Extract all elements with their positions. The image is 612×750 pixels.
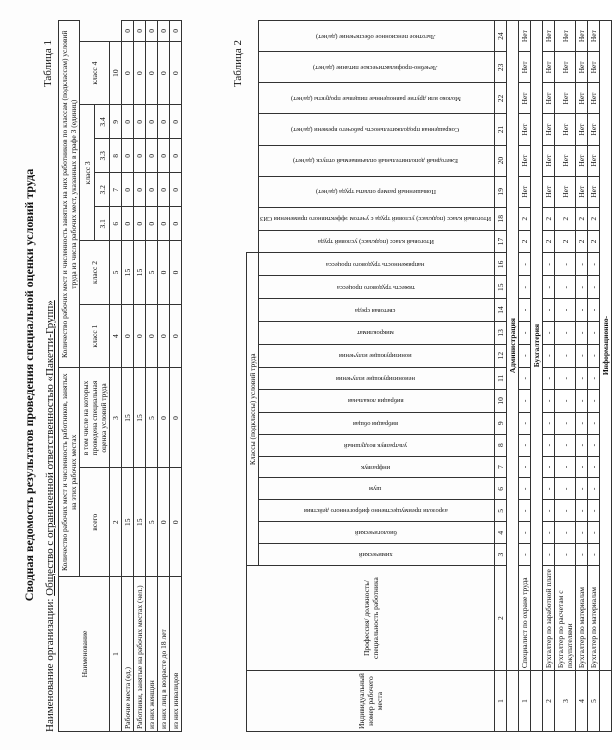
t1-cell: 0 — [134, 304, 146, 368]
t2-cell: Нет — [576, 21, 588, 52]
t2-cell: - — [588, 389, 600, 412]
t2-cell: Нет — [588, 52, 600, 83]
t1-cell: 0 — [122, 105, 134, 139]
t2-column-header-text: Сокращенная продолжительность рабочего времени (да/нет) — [291, 126, 460, 134]
organization-line — [44, 300, 56, 732]
t1-cell: 0 — [170, 41, 182, 105]
t2-column-header-text: Ежегодный дополнительный оплачиваемый отпуск (да/нет) — [293, 157, 459, 165]
t2-column-header — [259, 389, 495, 412]
t2-cell: - — [576, 389, 588, 412]
t1-cell: 15 — [122, 241, 134, 305]
t2-cell: - — [576, 344, 588, 367]
t2-cell: - — [543, 500, 555, 522]
table2-number: Таблица 2 — [232, 40, 244, 88]
t2-cell: - — [588, 344, 600, 367]
t2-column-number: 4 — [495, 522, 507, 544]
t2-cell: - — [588, 253, 600, 276]
t1-cell: 0 — [122, 304, 134, 368]
t1-cell: 0 — [122, 173, 134, 207]
t1-cell: 0 — [134, 139, 146, 173]
t1-cell: 0 — [158, 139, 170, 173]
t2-cell: - — [519, 456, 531, 478]
t1-header-3-4: 3.4 — [95, 105, 110, 139]
t2-cell: Нет — [576, 114, 588, 145]
t2-column-header-text: химический — [358, 551, 393, 559]
t2-row — [519, 21, 531, 732]
t1-cell: 0 — [146, 105, 158, 139]
t2-row — [576, 21, 588, 732]
t2-cell: Нет — [519, 21, 531, 52]
t1-cell: 0 — [134, 21, 146, 42]
t2-cell: 2 — [555, 207, 576, 230]
t2-cell: - — [588, 276, 600, 299]
t2-cell: 2 — [519, 230, 531, 253]
t2-cell: Нет — [576, 176, 588, 207]
t2-column-header-text: микроклимат — [357, 329, 394, 337]
summary-table-1 — [58, 20, 182, 732]
t2-row-profession: Бухгалтер по материалам — [576, 566, 588, 671]
t1-column-number: 10 — [110, 41, 122, 105]
t1-cell: 0 — [134, 207, 146, 241]
t2-cell: - — [555, 276, 576, 299]
t2-cell: Нет — [588, 145, 600, 176]
t2-cell: - — [543, 253, 555, 276]
t1-column-number: 2 — [110, 468, 122, 577]
t1-header-name: Наименование — [59, 577, 110, 732]
t2-cell: - — [576, 544, 588, 566]
t2-row — [555, 21, 576, 732]
t1-column-number: 4 — [110, 304, 122, 368]
t2-cell: - — [519, 389, 531, 412]
t2-cell: - — [519, 434, 531, 456]
t2-cell: Нет — [576, 145, 588, 176]
t1-row — [158, 21, 170, 732]
t2-column-header — [259, 253, 495, 276]
t2-cell: - — [543, 321, 555, 344]
t2-cell: - — [576, 456, 588, 478]
t2-cell: - — [576, 478, 588, 500]
t2-row-id: 4 — [576, 671, 588, 732]
t1-row-name: из них инвалидов — [170, 577, 182, 732]
t2-section-row — [600, 21, 612, 732]
org-label: Наименование организации: — [44, 598, 56, 732]
t2-cell: Нет — [576, 83, 588, 114]
t2-cell: - — [576, 276, 588, 299]
t2-section-blank — [600, 671, 612, 732]
t1-cell: 0 — [146, 139, 158, 173]
t2-cell: - — [576, 500, 588, 522]
t2-cell: Нет — [576, 52, 588, 83]
t2-cell: Нет — [555, 21, 576, 52]
t1-cell: 0 — [170, 368, 182, 468]
t2-section-row — [507, 21, 519, 732]
t1-cell: 0 — [170, 241, 182, 305]
t1-cell: 0 — [146, 207, 158, 241]
t2-cell: Нет — [555, 52, 576, 83]
t2-cell: - — [519, 276, 531, 299]
t1-row — [134, 21, 146, 732]
t2-column-header — [259, 321, 495, 344]
t2-cell: - — [588, 478, 600, 500]
t2-cell: Нет — [543, 114, 555, 145]
t2-column-header-text: тяжесть трудового процесса — [336, 283, 415, 291]
t2-cell: Нет — [543, 52, 555, 83]
t2-column-header-text: Лечебно-профилактическое питание (да/нет) — [313, 63, 438, 71]
t1-cell: 0 — [146, 41, 158, 105]
t2-cell: - — [543, 544, 555, 566]
t2-cell: 2 — [543, 230, 555, 253]
t1-cell: 0 — [170, 21, 182, 42]
t2-cell: - — [555, 344, 576, 367]
t1-header-class3: класс 3 — [80, 105, 95, 241]
t1-cell: 0 — [170, 173, 182, 207]
t2-cell: - — [543, 456, 555, 478]
t2-column-header — [259, 299, 495, 322]
t2-cell: - — [519, 412, 531, 434]
t2-column-number: 21 — [495, 114, 507, 145]
t2-column-header-text: напряженность трудового процесса — [326, 260, 425, 268]
t2-cell: - — [576, 412, 588, 434]
t2-cell: - — [588, 522, 600, 544]
t2-column-number: 12 — [495, 344, 507, 367]
document-title: Сводная ведомость результатов проведения специальной оценки условий труда — [22, 168, 36, 602]
t2-column-number: 8 — [495, 434, 507, 456]
t1-header-total: всего — [80, 468, 110, 577]
t1-cell: 0 — [134, 173, 146, 207]
t1-row — [170, 21, 182, 732]
t1-cell: 15 — [134, 368, 146, 468]
t2-column-header — [259, 176, 495, 207]
t2-cell: - — [588, 321, 600, 344]
t1-header-class2: класс 2 — [80, 241, 110, 305]
t1-cell: 15 — [134, 241, 146, 305]
t1-cell: 15 — [122, 468, 134, 577]
t2-cell: 2 — [519, 207, 531, 230]
t2-cell: - — [519, 500, 531, 522]
t2-row-profession: Бухгалтер по расчетам с покупателями — [555, 566, 576, 671]
t2-column-number: 11 — [495, 367, 507, 389]
t1-column-numbers — [110, 21, 122, 732]
t2-column-header-text: Молоко или другие равноценные пищевые продукты (да/нет) — [290, 94, 461, 102]
t1-header-3-3: 3.3 — [95, 139, 110, 173]
t2-cell: - — [555, 412, 576, 434]
t2-cell: - — [588, 500, 600, 522]
t2-cell: - — [555, 478, 576, 500]
t2-cell: 2 — [543, 207, 555, 230]
t2-cell: - — [555, 522, 576, 544]
t2-cell: - — [543, 276, 555, 299]
t2-cell: - — [543, 412, 555, 434]
t2-column-header-text: Итоговый класс (подкласс) условий труда с учетом эффективного применения СИЗ — [260, 215, 492, 223]
t1-cell: 0 — [122, 41, 134, 105]
t2-cell: Нет — [543, 21, 555, 52]
t2-column-number: 10 — [495, 389, 507, 412]
t1-column-number: 6 — [110, 207, 122, 241]
t2-row-id: 2 — [543, 671, 555, 732]
t2-row — [543, 21, 555, 732]
t2-cell: - — [543, 478, 555, 500]
t1-cell: 0 — [122, 207, 134, 241]
t2-column-header-text: Льготное пенсионное обеспечение (да/нет) — [315, 32, 436, 40]
t2-cell: - — [555, 367, 576, 389]
t2-row-id: 3 — [555, 671, 576, 732]
t1-cell: 5 — [146, 241, 158, 305]
t2-cell: - — [543, 299, 555, 322]
t2-column-header-text: аэрозоли преимущественно фиброгенного действия — [303, 507, 448, 515]
t2-cell: Нет — [555, 145, 576, 176]
t2-column-number: 20 — [495, 145, 507, 176]
t2-cell: - — [588, 434, 600, 456]
t1-cell: 0 — [146, 21, 158, 42]
t2-cell: - — [519, 321, 531, 344]
t2-column-header — [259, 522, 495, 544]
t2-column-header-text: инфразвук — [360, 463, 391, 471]
t2-column-header-text: световая среда — [355, 306, 396, 314]
t2-column-header — [259, 21, 495, 52]
t2-column-header — [259, 500, 495, 522]
t1-cell: 0 — [122, 139, 134, 173]
t2-cell: - — [555, 456, 576, 478]
t2-section-label: Бухгалтерия — [531, 21, 543, 671]
t2-cell: - — [588, 367, 600, 389]
t2-row-id: 1 — [519, 671, 531, 732]
t2-cell: - — [576, 253, 588, 276]
t1-row-name: из них женщин — [146, 577, 158, 732]
t2-cell: - — [576, 434, 588, 456]
t1-cell: 0 — [134, 41, 146, 105]
t1-cell: 0 — [170, 139, 182, 173]
table1-number: Таблица 1 — [42, 40, 54, 88]
t1-column-number: 8 — [110, 139, 122, 173]
t1-cell: 0 — [146, 173, 158, 207]
t1-header-3-1: 3.1 — [95, 207, 110, 241]
t2-column-header — [259, 344, 495, 367]
t2-cell: - — [519, 522, 531, 544]
t2-cell: Нет — [555, 176, 576, 207]
t2-column-number: 14 — [495, 299, 507, 322]
t1-cell: 0 — [134, 105, 146, 139]
t2-cell: - — [519, 367, 531, 389]
t2-section-label: Информационно- — [600, 21, 612, 671]
t2-cell: - — [555, 299, 576, 322]
t1-cell: 0 — [158, 173, 170, 207]
t2-section-label: Администрация — [507, 21, 519, 671]
t2-column-header-text: биологический — [354, 529, 397, 537]
t1-column-number: 9 — [110, 105, 122, 139]
t2-cell: - — [588, 456, 600, 478]
t2-row — [588, 21, 600, 732]
t2-cell: - — [576, 367, 588, 389]
t2-cell: Нет — [555, 83, 576, 114]
t2-cell: Нет — [543, 145, 555, 176]
t1-row — [122, 21, 134, 732]
t2-cell: 2 — [576, 207, 588, 230]
t2-row-profession: Бухгалтер по заработной плате — [543, 566, 555, 671]
t2-row-profession: Бухгалтер по материалам — [588, 566, 600, 671]
t1-column-number: 3 — [110, 368, 122, 468]
summary-table-2 — [246, 20, 612, 732]
t2-section-row — [531, 21, 543, 732]
t2-row-id: 5 — [588, 671, 600, 732]
t2-cell: - — [576, 299, 588, 322]
t2-column-header-text: неионизирующие излучения — [336, 374, 416, 382]
t1-cell: 0 — [170, 105, 182, 139]
t2-column-header-text: вибрация общая — [353, 419, 399, 427]
t2-cell: 2 — [555, 230, 576, 253]
t2-column-header-text: вибрация локальная — [347, 397, 404, 405]
t2-column-header — [259, 544, 495, 566]
t2-cell: Нет — [519, 83, 531, 114]
t2-column-header — [259, 478, 495, 500]
t2-cell: Нет — [588, 176, 600, 207]
t2-column-header-text: Повышенный размер оплаты труда (да/нет) — [315, 188, 436, 196]
t1-row-name: Рабочие места (ед.) — [122, 577, 134, 732]
t2-cell: - — [555, 500, 576, 522]
t2-column-header — [259, 114, 495, 145]
t2-column-number: 7 — [495, 456, 507, 478]
org-name: Общество с ограниченной ответственностью «Пакетти-Групп» — [44, 300, 56, 596]
t1-column-number: 7 — [110, 173, 122, 207]
t1-cell: 0 — [170, 304, 182, 368]
t1-cell: 0 — [170, 207, 182, 241]
t1-header-classes: Количество рабочих мест и численность занятых на них работников по классам (подклассам) условий труда из числа рабочих мест, указанных в графе 3 (единиц) — [59, 21, 80, 368]
t2-column-header-text: ультразвук воздушный — [344, 441, 408, 449]
t2-cell: Нет — [543, 176, 555, 207]
t2-cell: - — [519, 478, 531, 500]
t2-cell: - — [555, 321, 576, 344]
t2-column-number: 6 — [495, 478, 507, 500]
t2-header-id: Индивидуальный номер рабочего места — [247, 671, 495, 732]
t2-cell: Нет — [588, 83, 600, 114]
t2-section-blank — [507, 671, 519, 732]
t1-cell: 5 — [146, 468, 158, 577]
t2-column-number: 23 — [495, 52, 507, 83]
t2-column-header-text: ионизирующие излучения — [339, 352, 412, 360]
t2-column-header — [259, 52, 495, 83]
t1-header-3-2: 3.2 — [95, 173, 110, 207]
t2-cell: - — [543, 522, 555, 544]
t1-cell: 0 — [158, 41, 170, 105]
t2-cell: Нет — [588, 114, 600, 145]
t1-cell: 15 — [134, 468, 146, 577]
t2-header-classes: Классы (подклассы) условий труда — [247, 253, 259, 566]
t2-column-header — [259, 145, 495, 176]
t2-column-number: 15 — [495, 276, 507, 299]
t1-cell: 0 — [158, 241, 170, 305]
t2-column-header-text: Итоговый класс (подкласс) условий труда — [317, 238, 434, 246]
t2-cell: 2 — [588, 207, 600, 230]
t2-column-number: 17 — [495, 230, 507, 253]
t2-column-numbers — [495, 21, 507, 732]
t2-column-number: 13 — [495, 321, 507, 344]
t2-cell: Нет — [519, 145, 531, 176]
t2-column-number: 3 — [495, 544, 507, 566]
t2-cell: - — [588, 544, 600, 566]
t1-row-name: из них лиц в возрасте до 18 лет — [158, 577, 170, 732]
t1-cell: 0 — [170, 468, 182, 577]
t2-cell: - — [555, 434, 576, 456]
t1-cell: 15 — [122, 368, 134, 468]
t2-cell: 2 — [576, 230, 588, 253]
t2-cell: - — [555, 253, 576, 276]
t2-column-header — [259, 83, 495, 114]
t1-cell: 0 — [158, 468, 170, 577]
t2-column-number: 24 — [495, 21, 507, 52]
t2-cell: - — [519, 253, 531, 276]
t2-cell: Нет — [588, 21, 600, 52]
t2-header-spacer — [247, 21, 259, 253]
t2-cell: - — [543, 389, 555, 412]
t2-cell: - — [588, 412, 600, 434]
t2-cell: - — [555, 389, 576, 412]
t1-column-number: 5 — [110, 241, 122, 305]
t2-column-header — [259, 207, 495, 230]
t2-column-number: 9 — [495, 412, 507, 434]
t1-header-class4: класс 4 — [80, 41, 110, 105]
t2-header-profession: Профессия/ должность/ специальность работника — [247, 566, 495, 671]
t2-column-number: 1 — [495, 671, 507, 732]
t1-cell: 0 — [146, 304, 158, 368]
t1-cell: 0 — [158, 21, 170, 42]
t2-column-number: 2 — [495, 566, 507, 671]
t2-cell: - — [519, 299, 531, 322]
t2-cell: - — [576, 321, 588, 344]
t2-column-header — [259, 367, 495, 389]
t2-cell: Нет — [555, 114, 576, 145]
t2-cell: - — [519, 544, 531, 566]
t2-column-header-text: шум — [369, 485, 382, 493]
t2-column-number: 5 — [495, 500, 507, 522]
t2-section-blank — [531, 671, 543, 732]
t1-cell: 0 — [158, 304, 170, 368]
t1-header-count: Количество рабочих мест и численность работников, занятых на этих рабочих местах — [59, 368, 80, 577]
t2-column-number: 19 — [495, 176, 507, 207]
t1-row — [146, 21, 158, 732]
t2-cell: Нет — [543, 83, 555, 114]
t2-column-number: 22 — [495, 83, 507, 114]
t2-cell: - — [588, 299, 600, 322]
t2-cell: Нет — [519, 52, 531, 83]
t2-cell: - — [543, 344, 555, 367]
t2-cell: - — [519, 344, 531, 367]
t1-cell: 0 — [122, 21, 134, 42]
t2-cell: - — [543, 367, 555, 389]
t2-column-number: 18 — [495, 207, 507, 230]
t2-cell: Нет — [519, 176, 531, 207]
t2-cell: Нет — [519, 114, 531, 145]
t1-cell: 0 — [158, 105, 170, 139]
t2-column-header — [259, 276, 495, 299]
t1-header-sout: в том числе на которых проведена специальная оценка условий труда — [80, 368, 110, 468]
t2-column-header — [259, 456, 495, 478]
t2-column-header — [259, 434, 495, 456]
t2-cell: - — [555, 544, 576, 566]
t2-row-profession: Специалист по охране труда — [519, 566, 531, 671]
t2-cell: - — [543, 434, 555, 456]
t1-row-name: Работники, занятые на рабочих местах (чел.) — [134, 577, 146, 732]
t1-cell: 5 — [146, 368, 158, 468]
t2-cell: 2 — [588, 230, 600, 253]
t1-cell: 0 — [158, 207, 170, 241]
t2-column-header — [259, 230, 495, 253]
t2-column-header — [259, 412, 495, 434]
t1-header-class1: класс 1 — [80, 304, 110, 368]
t2-column-number: 16 — [495, 253, 507, 276]
t2-cell: - — [576, 522, 588, 544]
t1-cell: 0 — [158, 368, 170, 468]
t1-column-number: 1 — [110, 577, 122, 732]
